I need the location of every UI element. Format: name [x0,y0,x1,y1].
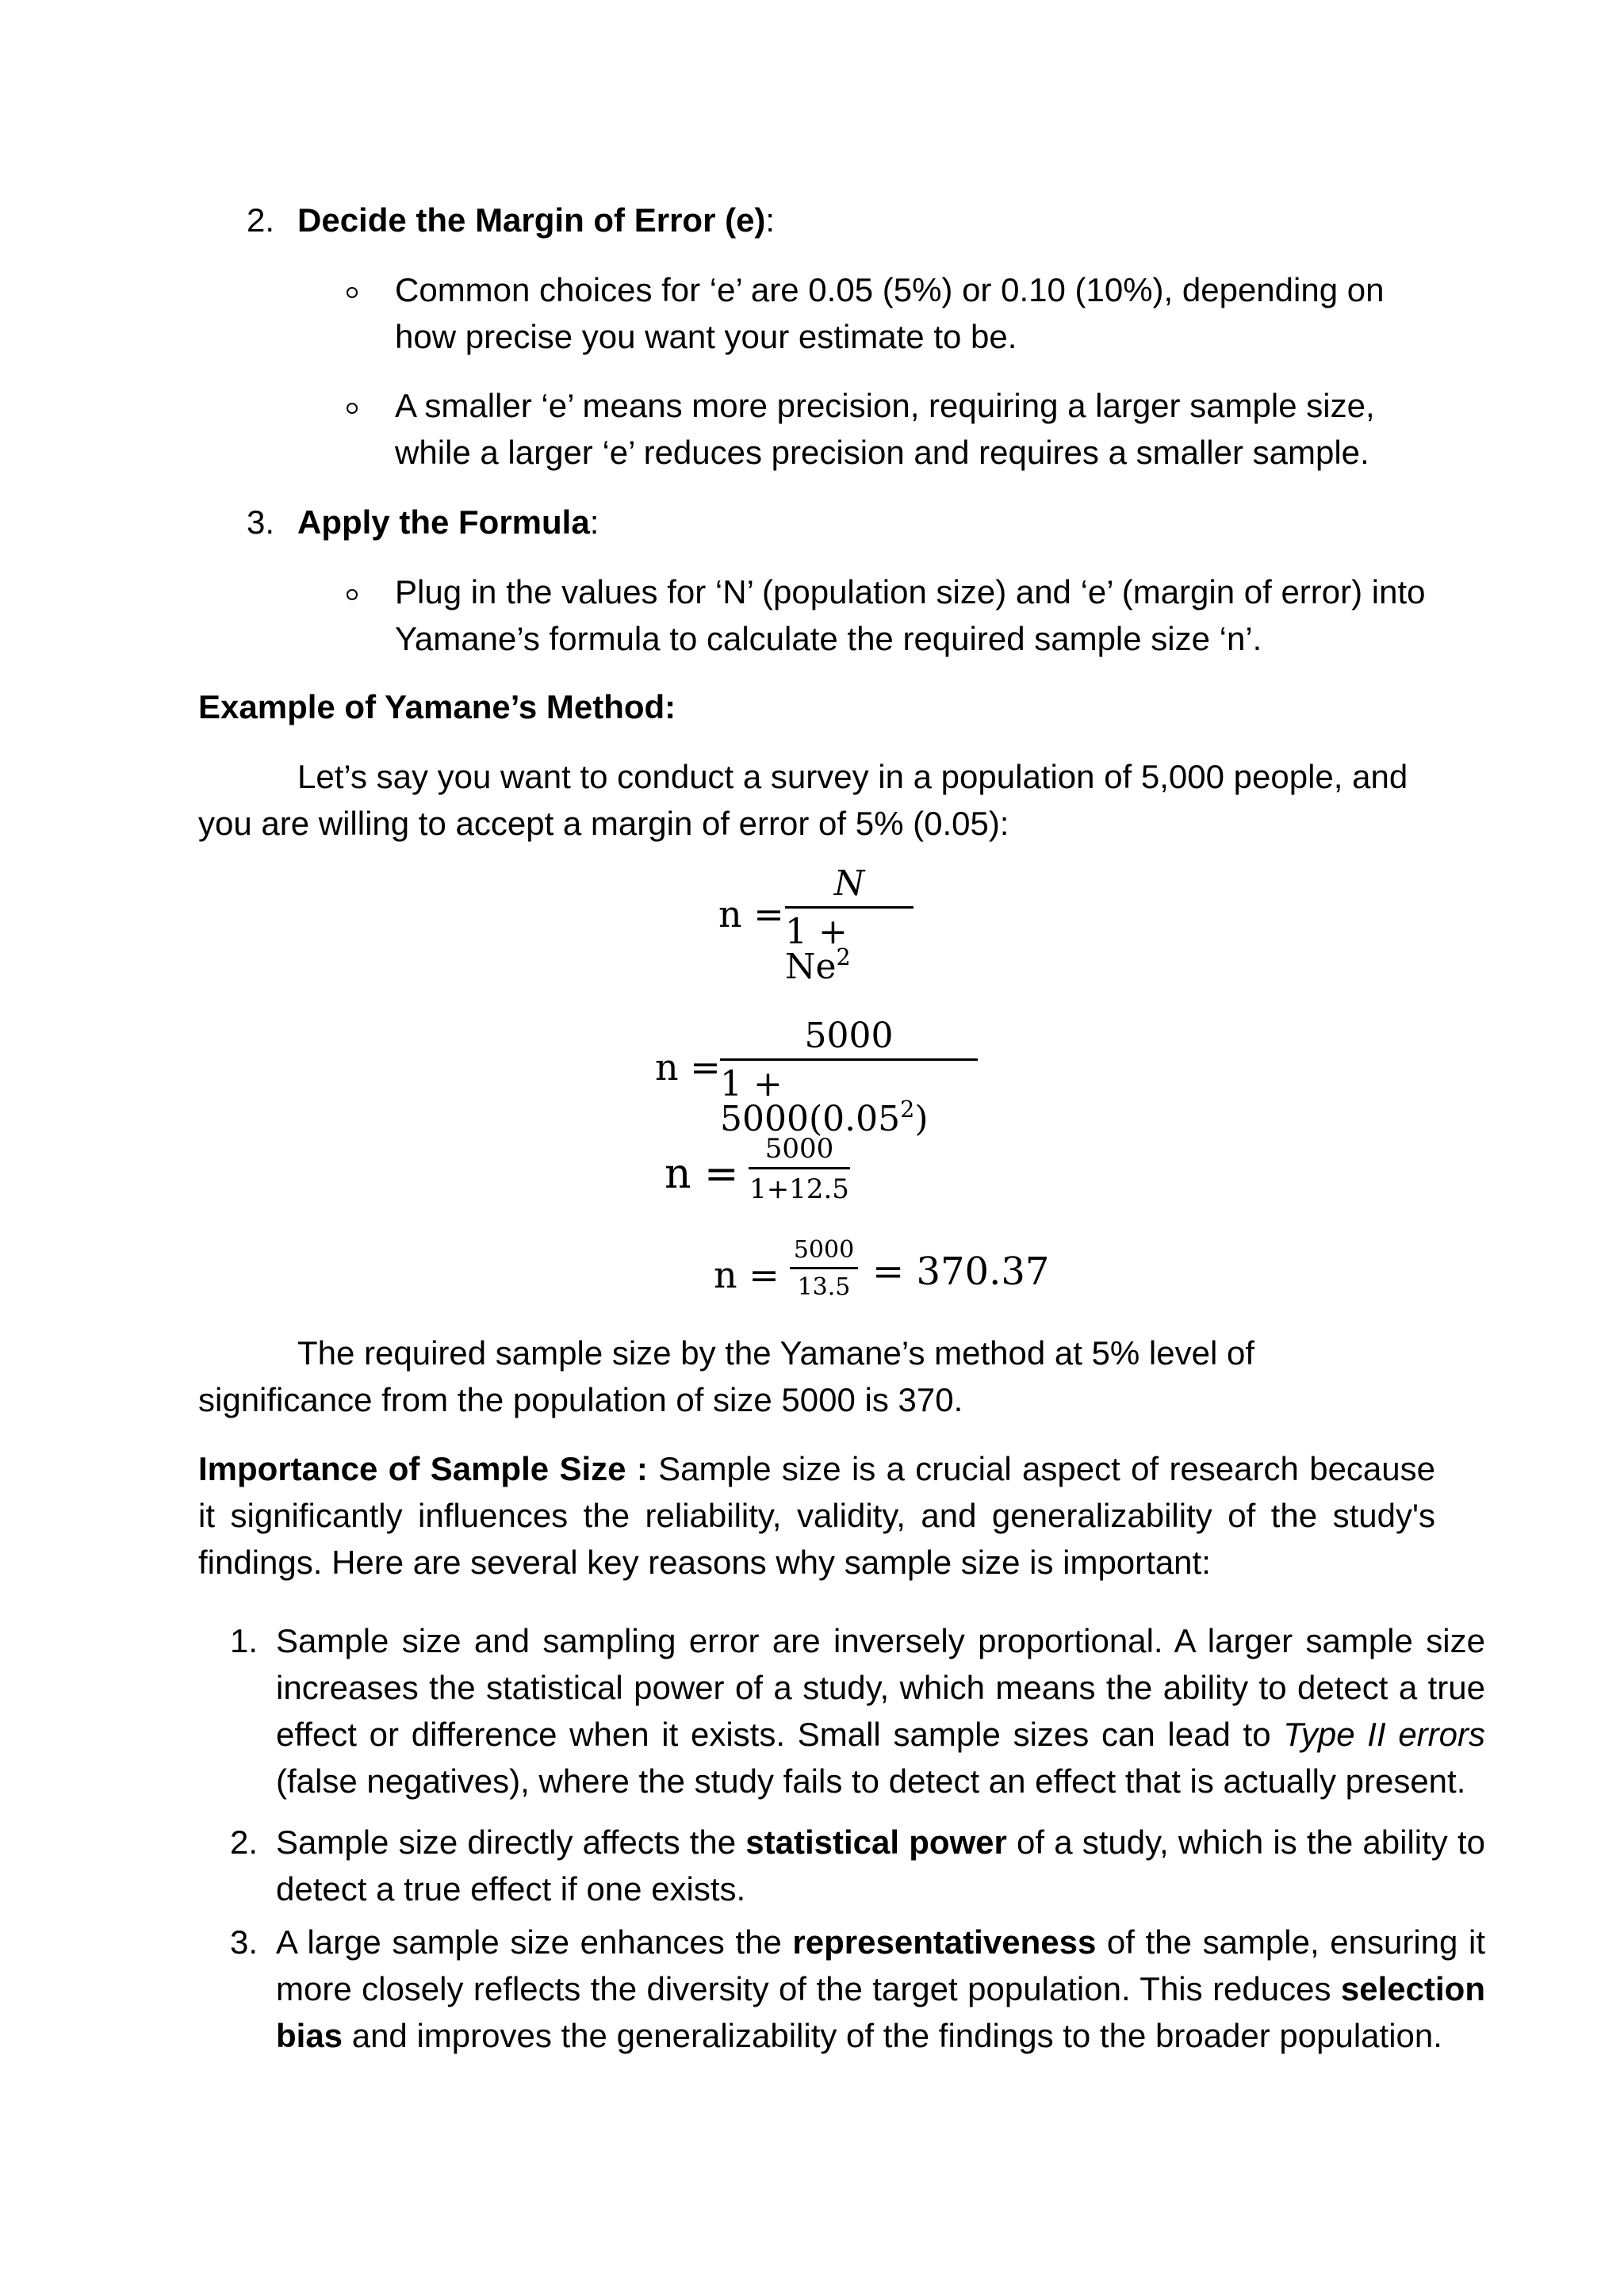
list-item-text: of a study, which is the ability to detect a true effect if one exists. [276,1823,1485,1908]
formula-denominator: 13.5 [797,1273,851,1301]
formula-fraction [790,1238,858,1299]
formula-fraction [720,1016,978,1139]
list-item [276,1819,1485,1912]
formula-denominator: $1 + 5000(0.05^2)$ [720,1064,929,1139]
list-item-text: statistical power [745,1823,1007,1861]
bullet-text: Common choices for ‘e’ are 0.05 (5%) or 0.10 (10%), depending on how precise you want your estimate to be. [395,271,1385,355]
example-intro: Let’s say you want to conduct a survey in a population of 5,000 people, and you are willing to accept a margin of error of 5% (0.05): [198,758,1408,842]
formula-numerator: 5000 [764,1133,834,1165]
step-suffix: : [765,201,776,239]
bullet-text: A smaller ‘e’ means more precision, requiring a larger sample size, while a larger ‘e’ reduces precision and requires a smaller sample. [395,387,1375,471]
example-conclusion: The required sample size by the Yamane’s method at 5% level of significance from the population of size 5000 is 370. [198,1334,1255,1418]
formula-numerator: 5000 [793,1236,855,1264]
formula-lhs: n = [718,893,784,936]
list-item-number: 1. [229,1622,258,1659]
formula-lhs: n = [665,1150,739,1198]
list-item-text: Sample size and sampling error are inversely proportional. A larger sample size increases the statistical power of a study, which means the ability to detect a true effect or difference when it exists. Small sample sizes can lead to [276,1622,1485,1753]
step-heading [297,499,599,545]
formula-fraction [785,863,914,987]
list-item-text: of the sample, ensuring it more closely reflects the diversity of the target population. This reduces [276,1923,1485,2007]
importance-text: Sample size is a crucial aspect of research because it significantly influences the reliability, validity, and generalizability of the study's findings. Here are several key reasons why sample size is important: [198,1450,1436,1581]
list-item-text: (false negatives), where the study fails to detect an effect that is actually present. [276,1762,1466,1800]
list-item [276,1919,1485,2059]
step-heading [297,197,775,243]
list-item-text: A large sample size enhances the [276,1923,793,1961]
formula-denominator: 1+12.5 [749,1173,849,1205]
step-title: Decide the Margin of Error (e) [297,201,766,239]
formula-lhs: n = [714,1253,779,1296]
formula-numerator: N [833,863,865,904]
formula-fraction [749,1135,850,1203]
step-suffix: : [589,503,599,541]
importance-label: Importance of Sample Size : [198,1450,648,1487]
circle-bullet-icon [347,589,358,600]
formula-numerator: 5000 [804,1016,894,1056]
list-item-text: Sample size directly affects the [276,1823,746,1861]
circle-bullet-icon [347,287,358,298]
formula-lhs: n = [655,1046,721,1089]
formula-result: = 370.37 [872,1249,1050,1294]
bullet-text: Plug in the values for ‘N’ (population size) and ‘e’ (margin of error) into Yamane’s formula to calculate the required sample size ‘n’. [395,573,1426,657]
step-number: 3. [246,503,274,541]
list-item-text: representativeness [792,1923,1097,1961]
importance-paragraph [198,1445,1435,1586]
list-item-text: selection bias [276,1970,1485,2054]
step-number: 2. [246,201,274,239]
list-item-number: 3. [229,1923,258,1961]
list-item-text: and improves the generalizability of the findings to the broader population. [343,2017,1442,2054]
list-item [276,1617,1485,1804]
formula-denominator: $1 + Ne^2$ [785,912,851,987]
list-item-number: 2. [229,1823,258,1861]
step-title: Apply the Formula [297,503,590,541]
list-item-text: Type II errors [1283,1716,1485,1753]
circle-bullet-icon [347,403,358,414]
example-heading: Example of Yamane’s Method: [198,688,676,725]
